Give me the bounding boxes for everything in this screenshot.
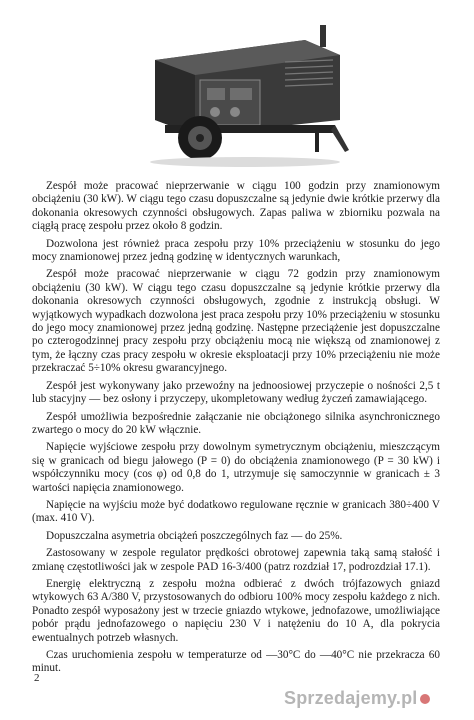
paragraph: Dozwolona jest również praca zespołu przy 10% przeciążeniu w stosunku do jego mocy znamionowej przez jedną godzinę w identycznych warunkach, (32, 237, 440, 264)
body-text (32, 180, 440, 680)
paragraph: Zespół może pracować nieprzerwanie w ciągu 72 godzin przy znamionowym obciążeniu (30 kW). W ciągu tego czasu dopuszczalne są jedynie krótkie przerwy dla dokonania okresowych czynności obsługowych, zgodnie z instrukcją obsługi. W wyjątkowych wypadkach dozwolona jest praca zespołu przy 10% przeciążeniu w stosunku do jego mocy znamionowej przez jedną godzinę. Następne przeciążenie jest dopuszczalne po czterogodzinnej pracy zespołu przy obciążeniu mocą nie większą od znamionowej z tym, że łączny czas pracy zespołu w okresie eksploatacji przy 10% przeciążeniu nie może przekraczać 5÷10% okresu gwarancyjnego. (32, 268, 440, 375)
watermark-text: Sprzedajemy.pl (284, 688, 418, 708)
paragraph: Zespół może pracować nieprzerwanie w ciągu 100 godzin przy znamionowym obciążeniu (30 kW). W ciągu tego czasu dopuszczalne są jedynie dwie krótkie przerwy dla dokonania okresowych czynności obsługowych. Zapas paliwa w zbiorniku pozwala na ciągłą pracę zespołu przez około 8 godzin. (32, 180, 440, 233)
paragraph: Czas uruchomienia zespołu w temperaturze od —30°C do —40°C nie przekracza 60 minut. (32, 649, 440, 675)
watermark-dot-icon (420, 694, 430, 704)
paragraph: Dopuszczalna asymetria obciążeń poszczególnych faz — do 25%. (46, 529, 343, 542)
paragraph: Zespół umożliwia bezpośrednie załączanie nie obciążonego silnika asynchronicznego zwartego o mocy do 20 kW włącznie. (32, 410, 440, 436)
paragraph: Napięcie na wyjściu może być dodatkowo regulowane ręcznie w granicach 380÷400 V (max. 410 V). (32, 498, 440, 525)
paragraph: Energię elektryczną z zespołu można odbierać z dwóch trójfazowych gniazd wtykowych 63 A/380 V, przystosowanych do odbioru 100% mocy zespołu każdego z nich. Ponadto zespół wyposażony jest w trzecie gniazdo wtykowe, jednofazowe, umożliwiające pobór prądu jednofazowego o napięciu 230 V i natężeniu do 10 A, dla pokrycia ewentualnych potrzeb własnych. (32, 577, 440, 644)
watermark-logo (284, 688, 430, 709)
page-number: 2 (34, 672, 40, 684)
paragraph: Napięcie wyjściowe zespołu przy dowolnym symetrycznym obciążeniu, mieszczącym się w granicach od biegu jałowego (P = 0) do obciążenia znamionowego (P = 30 kW) i współczynniku mocy (cos φ) od 0,8 do 1, utrzymuje się samoczynnie w granicach ± 3 wartości napięcia znamionowego. (32, 441, 440, 494)
paragraph: Zespół jest wykonywany jako przewoźny na jednoosiowej przyczepie o nośności 2,5 t lub stacyjny — bez osłony i przyczepy, ukompletowany według życzeń zamawiającego. (32, 379, 440, 406)
generator-trailer-photo (135, 0, 350, 170)
paragraph: Zastosowany w zespole regulator prędkości obrotowej zapewnia taką samą stałość i zmianę częstotliwości jak w zespole PAD 16-3/400 (patrz rozdział 17, podrozdział 17.1). (32, 547, 440, 573)
